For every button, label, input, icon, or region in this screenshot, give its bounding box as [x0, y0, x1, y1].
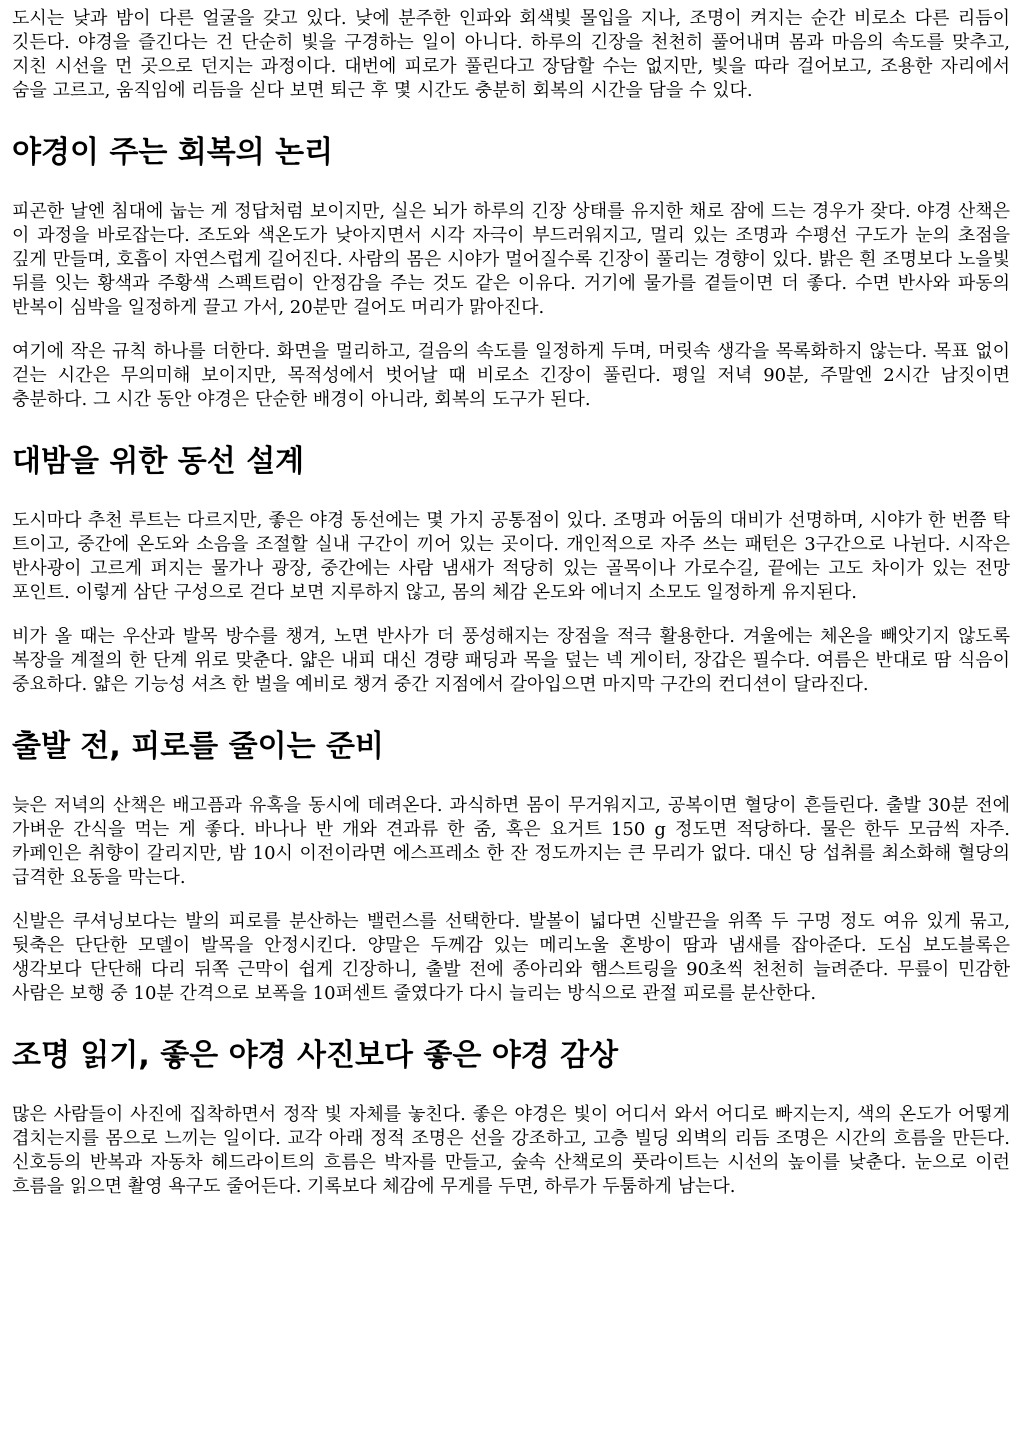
section-heading: 대밤을 위한 동선 설계	[12, 444, 305, 479]
body-paragraph: 많은 사람들이 사진에 집착하면서 정작 빛 자체를 놓친다. 좋은 야경은 빛이 어디서 와서 어디로 빠지는지, 색의 온도가 어떻게 겹치는지를 몸으로 느끼는 일이다. 교각 아래 정적 조명은 선을 강조하고, 고층 빌딩 외벽의 리듬 조명은 시간의 흐름을 만든다. 신호등의 반복과 자동차 헤드라이트의 흐름은 박자를 만들고, 숲속 산책로의 풋라이트는 시선의 높이를 낮춘다. 눈으로 이런 흐름을 읽으면 촬영 욕구도 줄어든다. 기록보다 체감에 무게를 두면, 하루가 두툼하게 남는다.	[12, 1104, 1010, 1197]
body-paragraph: 도시마다 추천 루트는 다르지만, 좋은 야경 동선에는 몇 가지 공통점이 있다. 조명과 어둠의 대비가 선명하며, 시야가 한 번쯤 탁 트이고, 중간에 온도와 소음을 조절할 실내 구간이 끼어 있는 곳이다. 개인적으로 자주 쓰는 패턴은 3구간으로 나뉜다. 시작은 반사광이 고르게 퍼지는 물가나 광장, 중간에는 사람 냄새가 적당히 있는 골목이나 가로수길, 끝에는 고도 차이가 있는 전망 포인트. 이렇게 삼단 구성으로 걷다 보면 지루하지 않고, 몸의 체감 온도와 에너지 소모도 일정하게 유지된다.	[12, 510, 1010, 603]
body-paragraph: 피곤한 날엔 침대에 눕는 게 정답처럼 보이지만, 실은 뇌가 하루의 긴장 상태를 유지한 채로 잠에 드는 경우가 잦다. 야경 산책은 이 과정을 바로잡는다. 조도와 색온도가 낮아지면서 시각 자극이 부드러워지고, 멀리 있는 조명과 수평선 구도가 눈의 초점을 깊게 만들며, 호흡이 자연스럽게 길어진다. 사람의 몸은 시야가 멀어질수록 긴장이 풀리는 경향이 있다. 밝은 흰 조명보다 노을빛 뒤를 잇는 황색과 주황색 스펙트럼이 안정감을 주는 것도 같은 이유다. 거기에 물가를 곁들이면 더 좋다. 수면 반사와 파동의 반복이 심박을 일정하게 끌고 가서, 20분만 걸어도 머리가 맑아진다.	[12, 201, 1010, 318]
section-heading: 야경이 주는 회복의 논리	[12, 135, 334, 170]
article	[12, 7, 1010, 1219]
body-paragraph: 여기에 작은 규칙 하나를 더한다. 화면을 멀리하고, 걸음의 속도를 일정하게 두며, 머릿속 생각을 목록화하지 않는다. 목표 없이 걷는 시간은 무의미해 보이지만, 목적성에서 벗어날 때 비로소 긴장이 풀린다. 평일 저녁 90분, 주말엔 2시간 남짓이면 충분하다. 그 시간 동안 야경은 단순한 배경이 아니라, 회복의 도구가 된다.	[12, 341, 1010, 410]
section-heading: 조명 읽기, 좋은 야경 사진보다 좋은 야경 감상	[12, 1038, 619, 1073]
body-paragraph: 비가 올 때는 우산과 발목 방수를 챙겨, 노면 반사가 더 풍성해지는 장점을 적극 활용한다. 겨울에는 체온을 빼앗기지 않도록 복장을 계절의 한 단계 위로 맞춘다. 얇은 내피 대신 경량 패딩과 목을 덮는 넥 게이터, 장갑은 필수다. 여름은 반대로 땀 식음이 중요하다. 얇은 기능성 셔츠 한 벌을 예비로 챙겨 중간 지점에서 갈아입으면 마지막 구간의 컨디션이 달라진다.	[12, 626, 1010, 695]
intro-paragraph: 도시는 낮과 밤이 다른 얼굴을 갖고 있다. 낮에 분주한 인파와 회색빛 몰입을 지나, 조명이 켜지는 순간 비로소 다른 리듬이 깃든다. 야경을 즐긴다는 건 단순히 빛을 구경하는 일이 아니다. 하루의 긴장을 천천히 풀어내며 몸과 마음의 속도를 맞추고, 지친 시선을 먼 곳으로 던지는 과정이다. 대번에 피로가 풀린다고 장담할 수는 없지만, 빛을 따라 걸어보고, 조용한 자리에서 숨을 고르고, 움직임에 리듬을 싣다 보면 퇴근 후 몇 시간도 충분히 회복의 시간을 담을 수 있다.	[12, 8, 1010, 101]
body-paragraph: 늦은 저녁의 산책은 배고픔과 유혹을 동시에 데려온다. 과식하면 몸이 무거워지고, 공복이면 혈당이 흔들린다. 출발 30분 전에 가벼운 간식을 먹는 게 좋다. 바나나 반 개와 견과류 한 줌, 혹은 요거트 150 g 정도면 적당하다. 물은 한두 모금씩 자주. 카페인은 취향이 갈리지만, 밤 10시 이전이라면 에스프레소 한 잔 정도까지는 큰 무리가 없다. 대신 당 섭취를 최소화해 혈당의 급격한 요동을 막는다.	[12, 795, 1010, 888]
body-paragraph: 신발은 쿠셔닝보다는 발의 피로를 분산하는 밸런스를 선택한다. 발볼이 넓다면 신발끈을 위쪽 두 구멍 정도 여유 있게 묶고, 뒷축은 단단한 모델이 발목을 안정시킨다. 양말은 두께감 있는 메리노울 혼방이 땀과 냄새를 잡아준다. 도심 보도블록은 생각보다 단단해 다리 뒤쪽 근막이 쉽게 긴장하니, 출발 전에 종아리와 햄스트링을 90초씩 천천히 늘려준다. 무릎이 민감한 사람은 보행 중 10분 간격으로 보폭을 10퍼센트 줄였다가 다시 늘리는 방식으로 관절 피로를 분산한다.	[12, 911, 1010, 1004]
section-heading: 출발 전, 피로를 줄이는 준비	[12, 729, 384, 764]
